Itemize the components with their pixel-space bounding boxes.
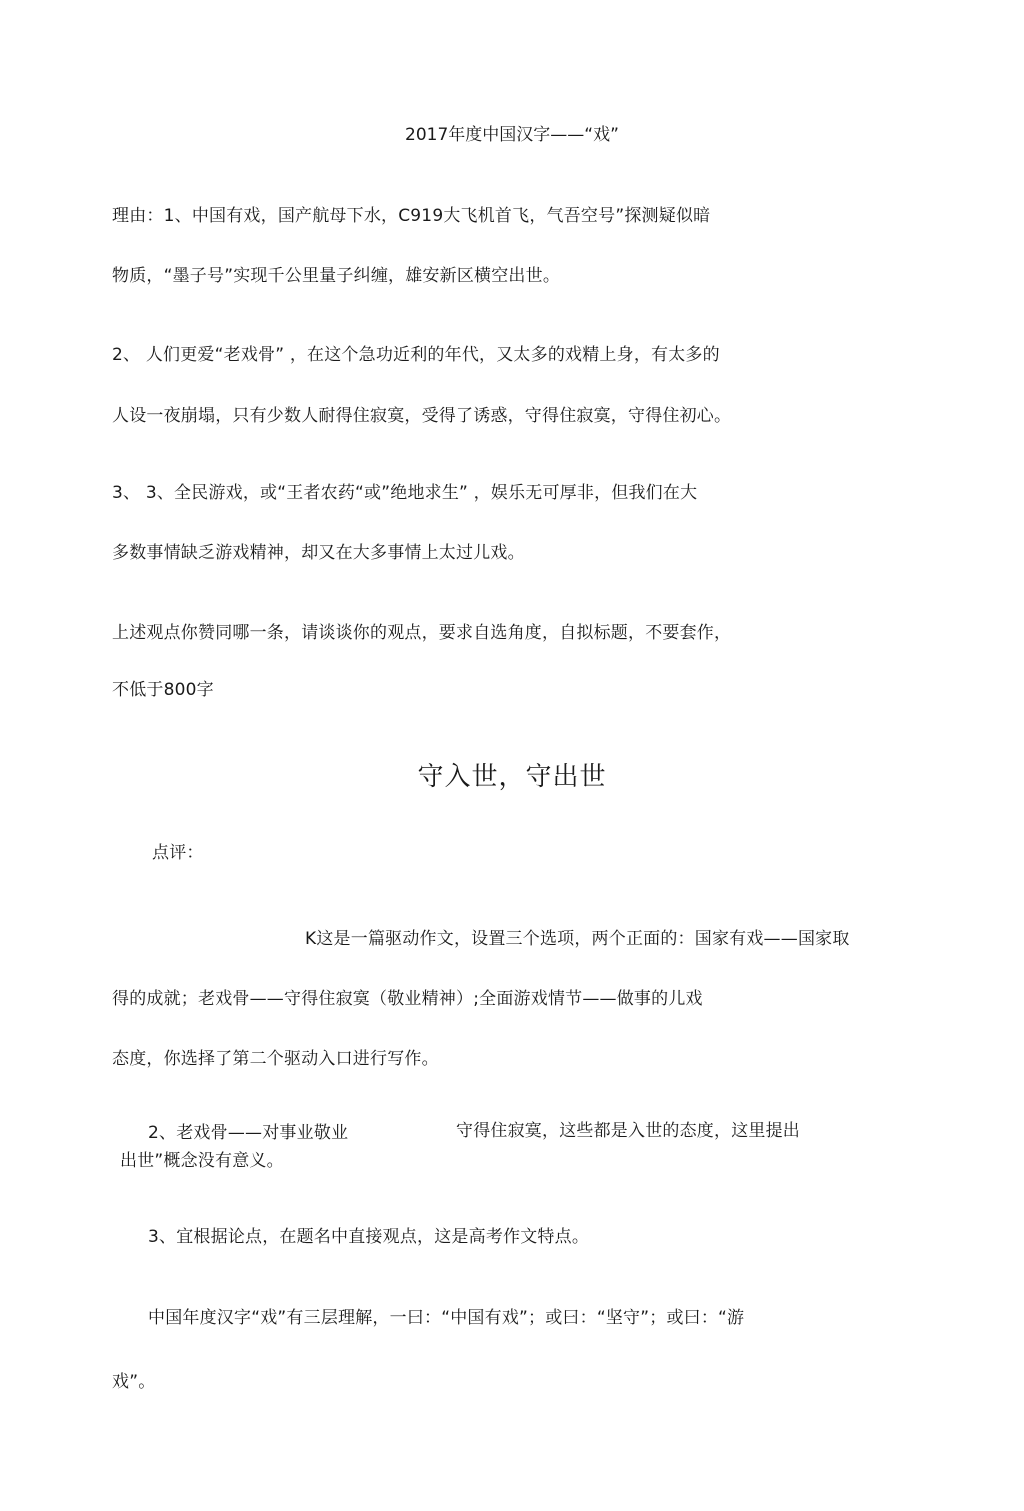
review-p2-part-1: 2、老戏骨——对事业敬业 xyxy=(148,1123,349,1143)
task-line-2: 不低于800字 xyxy=(112,680,214,700)
reason-3-line-2: 多数事情缺乏游戏精神，却又在大多事情上太过儿戏。 xyxy=(112,543,525,563)
review-p1-line-3: 态度，你选择了第二个驱动入口进行写作。 xyxy=(112,1049,439,1069)
review-p1-line-2: 得的成就；老戏骨——守得住寂寞（敬业精神）;全面游戏情节——做事的儿戏 xyxy=(112,989,703,1009)
review-p4-line-2: 戏”。 xyxy=(112,1372,156,1392)
reason-1-line-1: 理由：1、中国有戏，国产航母下水，C919大飞机首飞，气吾空号”探测疑似暗 xyxy=(112,206,711,226)
review-p2-line-2: 出世”概念没有意义。 xyxy=(120,1151,284,1171)
task-line-1: 上述观点你赞同哪一条，请谈谈你的观点，要求自选角度，自拟标题，不要套作， xyxy=(112,623,732,643)
review-heading: 点评： xyxy=(152,843,204,863)
reason-2-line-1: 2、 人们更爱“老戏骨” ，在这个急功近利的年代，又太多的戏精上身，有太多的 xyxy=(112,345,720,365)
review-p3: 3、宜根据论点，在题名中直接观点，这是高考作文特点。 xyxy=(148,1227,590,1247)
reason-2-line-2: 人设一夜崩塌，只有少数人耐得住寂寞，受得了诱惑，守得住寂寞，守得住初心。 xyxy=(112,406,732,426)
essay-title: 守入世，守出世 xyxy=(417,762,607,792)
reason-3-line-1: 3、 3、全民游戏，或“王者农药“或”绝地求生” ，娱乐无可厚非，但我们在大 xyxy=(112,483,698,503)
document-title: 2017年度中国汉字——“戏” xyxy=(405,125,619,145)
review-p2-part-2: 守得住寂寞，这些都是入世的态度，这里提出 xyxy=(456,1121,800,1141)
review-p1-line-1: K这是一篇驱动作文，设置三个选项，两个正面的：国家有戏——国家取 xyxy=(305,929,850,949)
reason-1-line-2: 物质，“墨子号”实现千公里量子纠缠，雄安新区横空出世。 xyxy=(112,266,561,286)
review-p4-line-1: 中国年度汉字“戏”有三层理解，一曰：“中国有戏”；或曰：“坚守”；或曰：“游 xyxy=(148,1308,745,1328)
